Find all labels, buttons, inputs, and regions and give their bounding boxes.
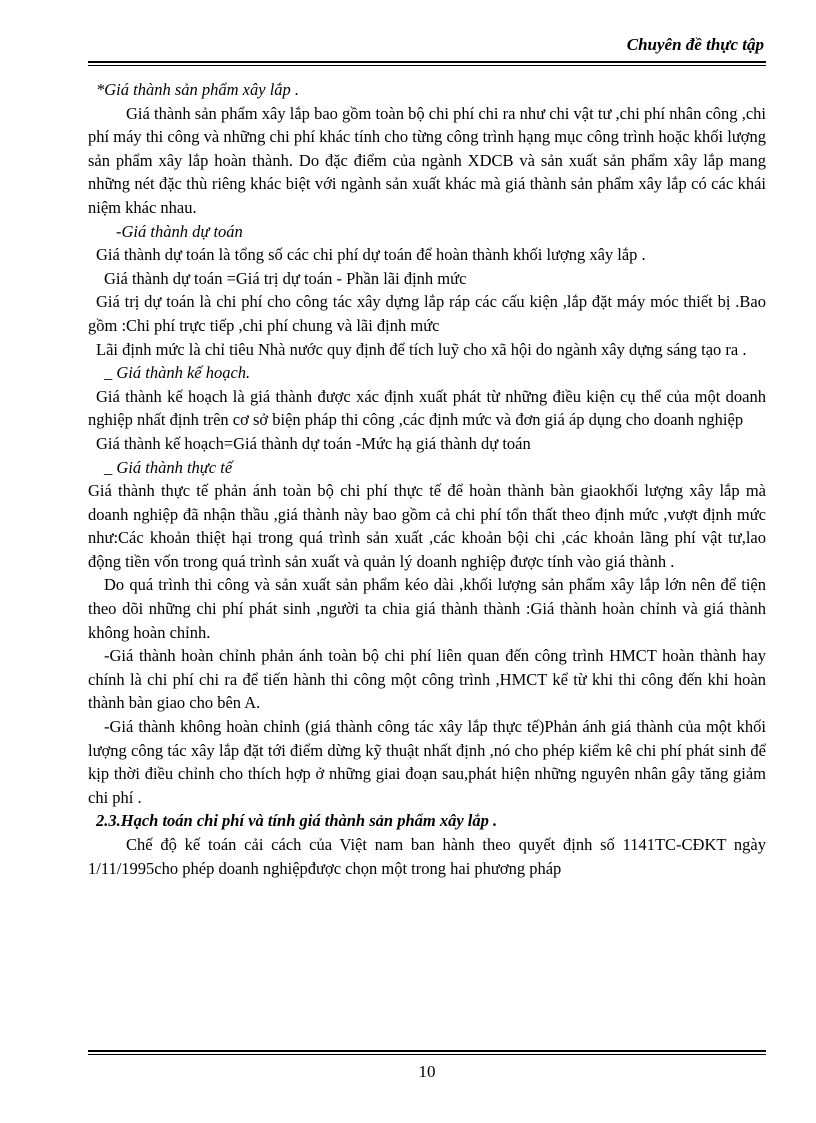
- para-gia-tri-du-toan: Giá trị dự toán là chi phí cho công tác xây dựng lắp ráp các cấu kiện ,lắp đặt máy móc thiết bị .Bao gồm :Chi phí trực tiếp ,chi phí chung và lãi định mức: [88, 292, 766, 335]
- para-che-do-ke-toan: Chế độ kế toán cải cách của Việt nam ban hành theo quyết định số 1141TC-CĐKT ngày 1/11/1995cho phép doanh nghiệpđược chọn một trong hai phương pháp: [88, 835, 766, 878]
- para-lai-dinh-muc: Lãi định mức là chỉ tiêu Nhà nước quy định để tích luỹ cho xã hội do ngành xây dựng sáng tạo ra .: [96, 339, 747, 359]
- heading-gia-thanh-ke-hoach: _ Giá thành kế hoạch.: [104, 363, 251, 383]
- para-gia-thanh-khong-hoan-chinh: -Giá thành không hoàn chỉnh (giá thành công tác xây lắp thực tế)Phản ánh giá thành của một khối lượng công tác xây lắp đặt tới điểm dừng kỹ thuật nhất định ,nó cho phép kiểm kê chi phí phát sinh để kịp thời điều chỉnh cho thích hợp ở những giai đoạn sau,phát hiện những nguyên nhân gây tăng giảm chi phí .: [88, 717, 766, 807]
- footer-rule: [88, 1050, 766, 1055]
- heading-gia-thanh-thuc-te: _ Giá thành thực tế: [104, 457, 233, 477]
- heading-gia-thanh-du-toan: -Giá thành dự toán: [116, 221, 243, 241]
- header-title: Chuyên đề thực tập: [626, 35, 764, 54]
- heading-2-3-hach-toan-chi-phi: 2.3.Hạch toán chi phí và tính giá thành sản phẩm xây lắp .: [96, 811, 498, 831]
- para-gia-thanh-hoan-chinh: -Giá thành hoàn chỉnh phản ánh toàn bộ chi phí liên quan đến công trình HMCT hoàn thành hay chính là chi phí chi ra để tiến hành thi công một công trình ,HMCT kể từ khi thi công đến khi hoàn thành bàn giao cho bên A.: [88, 646, 766, 713]
- page-body: [88, 78, 766, 880]
- para-gia-thanh-ke-hoach-dinh-nghia: Giá thành kế hoạch là giá thành được xác định xuất phát từ những điều kiện cụ thể của một doanh nghiệp nhất định trên cơ sở biện pháp thi công ,các định mức và đơn giá áp dụng cho doanh nghiệp: [88, 386, 766, 430]
- heading-gia-thanh-san-pham-xay-lap: *Giá thành sản phẩm xây lắp .: [96, 80, 300, 99]
- para-gia-thanh-thuc-te-dinh-nghia: Giá thành thực tế phản ánh toàn bộ chi phí thực tế để hoàn thành bàn giaokhối lượng xây lắp mà doanh nghiệp đã nhận thầu ,giá thành này bao gồm cả chi phí tổn thất theo định mức ,vượt định mức như:Các khoản thiệt hại trong quá trình sản xuất ,các khoản bội chi ,các khoản lãng phí vật tư,lao động tiền vốn trong quá trình sản xuất và quản lý doanh nghiệp được tính vào giá thành .: [88, 481, 766, 571]
- page-footer: [88, 1045, 766, 1085]
- formula-gia-thanh-ke-hoach: Giá thành kế hoạch=Giá thành dự toán -Mức hạ giá thành dự toán: [96, 433, 531, 453]
- header-rule: [88, 61, 766, 66]
- formula-gia-thanh-du-toan: Giá thành dự toán =Giá trị dự toán - Phần lãi định mức: [104, 268, 467, 288]
- page-header: [88, 34, 766, 66]
- para-gia-thanh-dinh-nghia: Giá thành sản phẩm xây lắp bao gồm toàn bộ chi phí chi ra như chi vật tư ,chi phí nhân công ,chi phí máy thi công và những chi phí khác tính cho từng công trình hạng mục công trình hoặc khối lượng sản phẩm xây lắp hoàn thành. Do đặc điểm của ngành XDCB và sản xuất sản phẩm xây lắp mang những nét đặc thù riêng khác biệt với ngành sản xuất khác mà giá thành sản phẩm xây lắp có các khái niệm khác nhau.: [88, 103, 766, 217]
- para-gia-thanh-du-toan-dinh-nghia: Giá thành dự toán là tổng số các chi phí dự toán để hoàn thành khối lượng xây lắp .: [96, 245, 646, 265]
- para-chia-gia-thanh: Do quá trình thi công và sản xuất sản phẩm kéo dài ,khối lượng sản phẩm xây lắp lớn nên để tiện theo dõi những chi phí phát sinh ,người ta chia giá thành thành :Giá thành hoàn chỉnh và giá thành không hoàn chỉnh.: [88, 575, 766, 642]
- page-number: 10: [418, 1062, 436, 1081]
